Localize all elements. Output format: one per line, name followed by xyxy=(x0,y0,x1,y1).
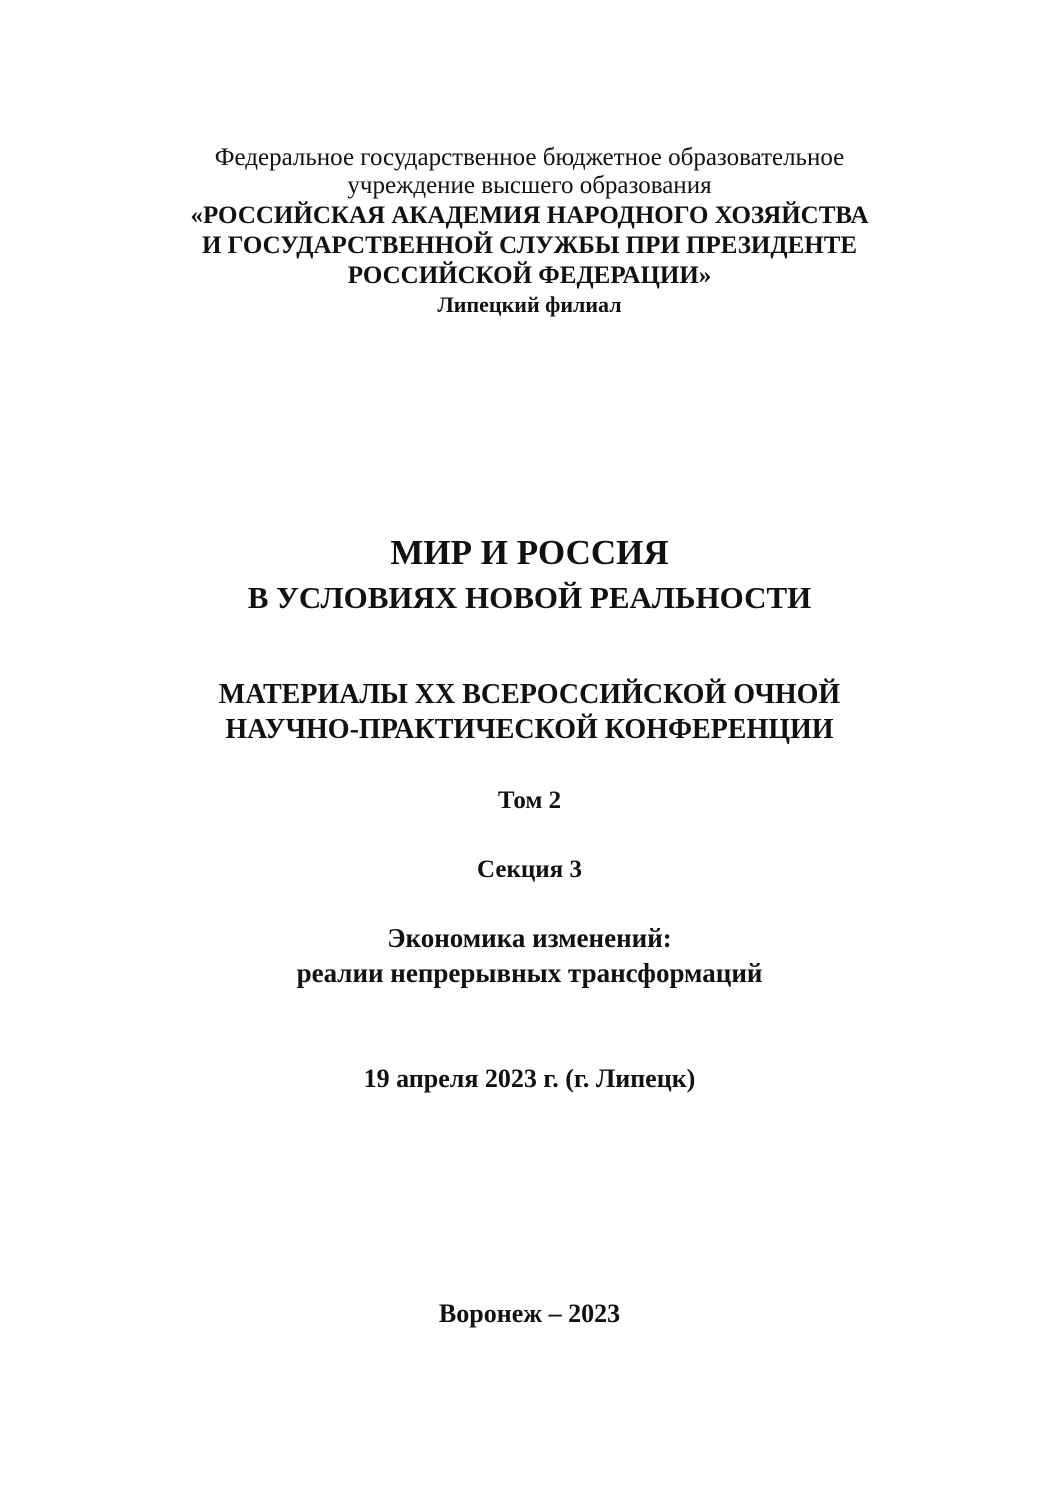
materials-line-2: НАУЧНО-ПРАКТИЧЕСКОЙ КОНФЕРЕНЦИИ xyxy=(225,714,834,745)
org-line-2: учреждение высшего образования xyxy=(347,172,712,199)
academy-name-line-3: РОССИЙСКОЙ ФЕДЕРАЦИИ» xyxy=(347,262,712,289)
org-line-1: Федеральное государственное бюджетное образовательное xyxy=(214,144,845,171)
materials-line-1: МАТЕРИАЛЫ XX ВСЕРОССИЙСКОЙ ОЧНОЙ xyxy=(218,679,841,710)
conference-date: 19 апреля 2023 г. (г. Липецк) xyxy=(363,1064,696,1093)
main-title: МИР И РОССИЯ xyxy=(390,533,669,572)
academy-name-line-1: «РОССИЙСКАЯ АКАДЕМИЯ НАРОДНОГО ХОЗЯЙСТВА xyxy=(190,202,869,229)
section-theme-line-1: Экономика изменений: xyxy=(387,923,672,953)
volume-label: Том 2 xyxy=(497,787,562,814)
academy-name-line-2: И ГОСУДАРСТВЕННОЙ СЛУЖБЫ ПРИ ПРЕЗИДЕНТЕ xyxy=(201,232,858,259)
section-label: Секция 3 xyxy=(477,856,582,883)
main-subtitle: В УСЛОВИЯХ НОВОЙ РЕАЛЬНОСТИ xyxy=(247,580,812,615)
imprint-place-year: Воронеж – 2023 xyxy=(438,1299,621,1328)
section-theme-line-2: реалии непрерывных трансформаций xyxy=(296,958,763,988)
branch-name: Липецкий филиал xyxy=(437,292,622,317)
